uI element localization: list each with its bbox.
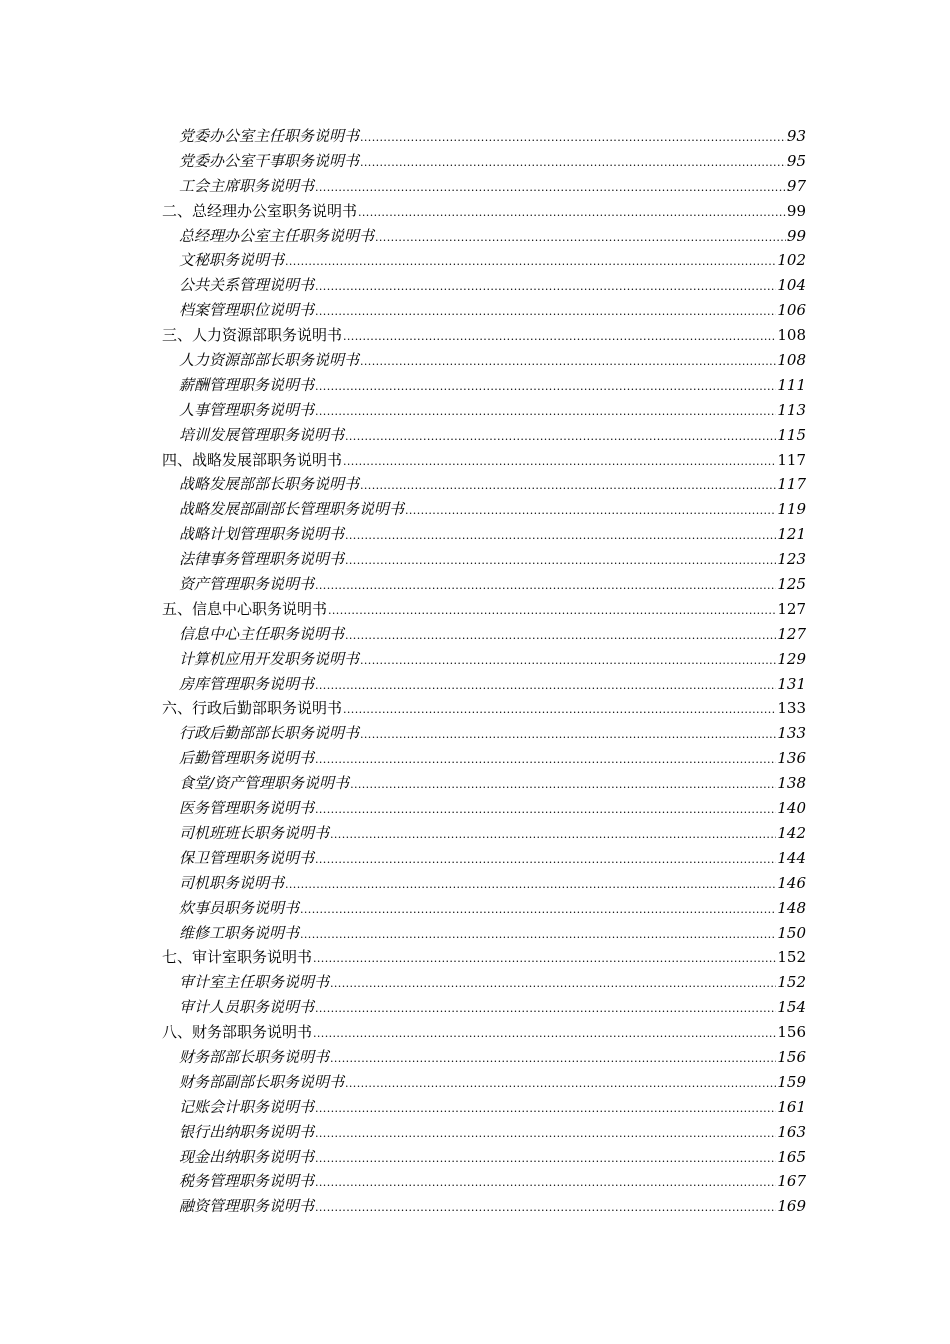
toc-dot-leader	[360, 649, 776, 674]
toc-page-number: 136	[777, 749, 806, 768]
toc-entry-title: 人力资源部部长职务说明书	[179, 351, 360, 370]
toc-page-number: 163	[777, 1122, 806, 1141]
toc-dot-leader	[330, 972, 776, 997]
toc-dot-leader	[360, 474, 776, 499]
toc-subentry[interactable]	[162, 896, 806, 921]
toc-dot-leader	[315, 1171, 776, 1196]
table-of-contents	[162, 124, 806, 1219]
toc-page-number: 119	[777, 500, 806, 519]
toc-page-number: 165	[777, 1147, 806, 1166]
toc-dot-leader	[405, 499, 776, 524]
toc-dot-leader	[328, 599, 776, 624]
toc-page-number: 121	[777, 525, 806, 544]
toc-page-number: 104	[777, 276, 806, 295]
toc-entry-title: 审计室主任职务说明书	[179, 973, 330, 992]
toc-dot-leader	[345, 624, 776, 649]
toc-subentry[interactable]	[162, 647, 806, 672]
toc-subentry[interactable]	[162, 572, 806, 597]
toc-page-number: 156	[777, 1047, 806, 1066]
toc-entry-title: 房库管理职务说明书	[179, 674, 315, 693]
toc-page-number: 144	[777, 848, 806, 867]
toc-entry-title: 档案管理职位说明书	[179, 301, 315, 320]
toc-page-number: 133	[777, 724, 806, 743]
toc-entry-title: 食堂/资产管理职务说明书	[179, 774, 350, 793]
toc-subentry[interactable]	[162, 398, 806, 423]
toc-page-number: 95	[786, 151, 806, 170]
toc-subentry[interactable]	[162, 1120, 806, 1145]
toc-entry-title: 四、战略发展部职务说明书	[162, 450, 343, 469]
toc-entry-title: 财务部副部长职务说明书	[179, 1072, 345, 1091]
toc-subentry[interactable]	[162, 721, 806, 746]
toc-section-entry[interactable]	[162, 1020, 806, 1045]
toc-section-entry[interactable]	[162, 199, 806, 224]
toc-dot-leader	[360, 723, 776, 748]
toc-page-number: 99	[786, 201, 806, 220]
toc-entry-title: 公共关系管理说明书	[179, 276, 315, 295]
toc-page-number: 113	[777, 400, 806, 419]
toc-page-number: 127	[777, 599, 806, 618]
toc-page-number: 150	[777, 923, 806, 942]
toc-subentry[interactable]	[162, 124, 806, 149]
toc-subentry[interactable]	[162, 970, 806, 995]
toc-entry-title: 审计人员职务说明书	[179, 998, 315, 1017]
toc-entry-title: 银行出纳职务说明书	[179, 1122, 315, 1141]
toc-entry-title: 工会主席职务说明书	[179, 176, 315, 195]
toc-dot-leader	[315, 1196, 776, 1221]
toc-entry-title: 六、行政后勤部职务说明书	[162, 699, 343, 718]
toc-dot-leader	[285, 873, 776, 898]
toc-subentry[interactable]	[162, 273, 806, 298]
toc-dot-leader	[285, 250, 776, 275]
toc-page-number: 131	[777, 674, 806, 693]
toc-entry-title: 七、审计室职务说明书	[162, 948, 313, 967]
toc-subentry[interactable]	[162, 348, 806, 373]
toc-subentry[interactable]	[162, 1194, 806, 1219]
toc-page-number: 156	[777, 1023, 806, 1042]
toc-subentry[interactable]	[162, 771, 806, 796]
toc-entry-title: 八、财务部职务说明书	[162, 1023, 313, 1042]
toc-subentry[interactable]	[162, 1145, 806, 1170]
toc-dot-leader	[360, 126, 786, 151]
toc-subentry[interactable]	[162, 373, 806, 398]
toc-page-number: 152	[777, 973, 806, 992]
toc-page-number: 133	[777, 699, 806, 718]
toc-section-entry[interactable]	[162, 323, 806, 348]
toc-dot-leader	[315, 1147, 776, 1172]
toc-subentry[interactable]	[162, 497, 806, 522]
toc-page-number: 111	[777, 375, 806, 394]
toc-page-number: 102	[777, 251, 806, 270]
toc-subentry[interactable]	[162, 821, 806, 846]
toc-page-number: 117	[777, 475, 806, 494]
toc-dot-leader	[315, 748, 776, 773]
toc-dot-leader	[315, 375, 776, 400]
toc-page-number: 125	[777, 575, 806, 594]
toc-dot-leader	[345, 425, 776, 450]
toc-entry-title: 战略发展部部长职务说明书	[179, 475, 360, 494]
toc-dot-leader	[315, 176, 786, 201]
toc-entry-title: 记账会计职务说明书	[179, 1097, 315, 1116]
toc-page-number: 115	[777, 425, 806, 444]
toc-dot-leader	[345, 549, 776, 574]
toc-subentry[interactable]	[162, 522, 806, 547]
toc-page-number: 129	[777, 649, 806, 668]
toc-page-number: 93	[786, 127, 806, 145]
toc-page-number: 108	[777, 351, 806, 370]
toc-dot-leader	[358, 201, 786, 226]
toc-dot-leader	[315, 574, 776, 599]
toc-entry-title: 司机班班长职务说明书	[179, 823, 330, 842]
toc-entry-title: 行政后勤部部长职务说明书	[179, 724, 360, 743]
toc-subentry[interactable]	[162, 796, 806, 821]
toc-dot-leader	[315, 997, 776, 1022]
toc-subentry[interactable]	[162, 248, 806, 273]
toc-entry-title: 维修工职务说明书	[179, 923, 300, 942]
toc-entry-title: 法律事务管理职务说明书	[179, 550, 345, 569]
toc-page-number: 154	[777, 998, 806, 1017]
toc-entry-title: 计算机应用开发职务说明书	[179, 649, 360, 668]
toc-subentry[interactable]	[162, 672, 806, 697]
toc-page-number: 142	[777, 823, 806, 842]
toc-entry-title: 司机职务说明书	[179, 873, 285, 892]
toc-page-number: 117	[777, 450, 806, 469]
toc-dot-leader	[315, 1097, 776, 1122]
toc-page-number: 108	[777, 326, 806, 345]
toc-dot-leader	[343, 450, 776, 475]
toc-entry-title: 资产管理职务说明书	[179, 575, 315, 594]
toc-dot-leader	[343, 325, 776, 350]
toc-subentry[interactable]	[162, 472, 806, 497]
toc-section-entry[interactable]	[162, 945, 806, 970]
toc-entry-title: 总经理办公室主任职务说明书	[179, 226, 375, 245]
toc-entry-title: 信息中心主任职务说明书	[179, 624, 345, 643]
toc-subentry[interactable]	[162, 423, 806, 448]
toc-subentry[interactable]	[162, 1095, 806, 1120]
toc-page-number: 159	[777, 1072, 806, 1091]
toc-page-number: 146	[777, 873, 806, 892]
toc-subentry[interactable]	[162, 746, 806, 771]
toc-page-number: 148	[777, 898, 806, 917]
toc-dot-leader	[313, 947, 776, 972]
toc-page-number: 123	[777, 550, 806, 569]
toc-subentry[interactable]	[162, 149, 806, 174]
toc-subentry[interactable]	[162, 224, 806, 249]
toc-page-number: 99	[786, 226, 806, 245]
toc-entry-title: 保卫管理职务说明书	[179, 848, 315, 867]
toc-entry-title: 薪酬管理职务说明书	[179, 375, 315, 394]
toc-subentry[interactable]	[162, 1045, 806, 1070]
toc-page-number: 161	[777, 1097, 806, 1116]
toc-dot-leader	[315, 798, 776, 823]
toc-entry-title: 税务管理职务说明书	[179, 1172, 315, 1191]
toc-dot-leader	[343, 698, 776, 723]
toc-dot-leader	[315, 1122, 776, 1147]
toc-entry-title: 炊事员职务说明书	[179, 898, 300, 917]
toc-page-number: 97	[786, 176, 806, 195]
toc-subentry[interactable]	[162, 1070, 806, 1095]
toc-subentry[interactable]	[162, 298, 806, 323]
toc-entry-title: 党委办公室干事职务说明书	[179, 151, 360, 170]
toc-subentry[interactable]	[162, 547, 806, 572]
toc-dot-leader	[315, 674, 776, 699]
toc-subentry[interactable]	[162, 921, 806, 946]
toc-entry-title: 现金出纳职务说明书	[179, 1147, 315, 1166]
toc-subentry[interactable]	[162, 846, 806, 871]
toc-dot-leader	[350, 773, 776, 798]
toc-section-entry[interactable]	[162, 597, 806, 622]
toc-entry-title: 融资管理职务说明书	[179, 1197, 315, 1216]
toc-subentry[interactable]	[162, 622, 806, 647]
toc-entry-title: 人事管理职务说明书	[179, 400, 315, 419]
toc-page-number: 152	[777, 948, 806, 967]
toc-entry-title: 二、总经理办公室职务说明书	[162, 201, 358, 220]
toc-entry-title: 战略发展部副部长管理职务说明书	[179, 500, 405, 519]
toc-dot-leader	[315, 848, 776, 873]
toc-entry-title: 财务部部长职务说明书	[179, 1047, 330, 1066]
toc-section-entry[interactable]	[162, 696, 806, 721]
toc-subentry[interactable]	[162, 174, 806, 199]
toc-entry-title: 医务管理职务说明书	[179, 799, 315, 818]
toc-entry-title: 文秘职务说明书	[179, 251, 285, 270]
toc-entry-title: 战略计划管理职务说明书	[179, 525, 345, 544]
toc-subentry[interactable]	[162, 995, 806, 1020]
toc-section-entry[interactable]	[162, 448, 806, 473]
toc-subentry[interactable]	[162, 1169, 806, 1194]
toc-dot-leader	[315, 300, 776, 325]
toc-dot-leader	[330, 1047, 776, 1072]
toc-dot-leader	[315, 400, 776, 425]
toc-entry-title: 后勤管理职务说明书	[179, 749, 315, 768]
toc-dot-leader	[360, 151, 786, 176]
toc-page-number: 140	[777, 799, 806, 818]
toc-entry-title: 五、信息中心职务说明书	[162, 599, 328, 618]
toc-page-number: 169	[777, 1197, 806, 1216]
toc-subentry[interactable]	[162, 871, 806, 896]
toc-entry-title: 培训发展管理职务说明书	[179, 425, 345, 444]
toc-entry-title: 党委办公室主任职务说明书	[179, 127, 360, 145]
toc-dot-leader	[345, 524, 776, 549]
toc-dot-leader	[300, 898, 776, 923]
toc-dot-leader	[345, 1072, 776, 1097]
toc-dot-leader	[330, 823, 776, 848]
toc-page-number: 127	[777, 624, 806, 643]
toc-page-number: 138	[777, 774, 806, 793]
toc-dot-leader	[375, 226, 786, 251]
toc-page-number: 106	[777, 301, 806, 320]
toc-dot-leader	[313, 1022, 776, 1047]
toc-dot-leader	[315, 275, 776, 300]
toc-dot-leader	[300, 923, 776, 948]
toc-page-number: 167	[777, 1172, 806, 1191]
toc-dot-leader	[360, 350, 776, 375]
toc-entry-title: 三、人力资源部职务说明书	[162, 326, 343, 345]
